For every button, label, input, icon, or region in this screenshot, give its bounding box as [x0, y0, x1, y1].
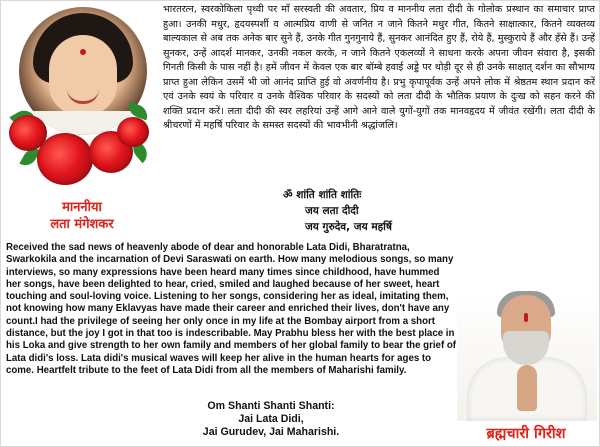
english-shanti-block: [151, 400, 391, 439]
portrait-caption: [7, 199, 157, 233]
english-jai-lata-line: Jai Lata Didi,: [238, 413, 304, 425]
bindi-icon: [80, 49, 86, 55]
hindi-shanti-line: ॐ शांति शांति शांतिः: [283, 189, 362, 201]
hindi-shanti-block: [283, 187, 483, 235]
english-shanti-line: Om Shanti Shanti Shanti:: [207, 400, 335, 412]
folded-hands-icon: [517, 365, 537, 411]
hindi-tribute-paragraph: भारतरत्न, स्वरकोकिला पृथ्वी पर माँ सरस्वती की अवतार, प्रिय व माननीय लता दीदी के गोलोक प्रस्थान का समाचार प्राप्त हुआ। उनकी मधुर, हृदयस्पर्शी व आत्मप्रिय वाणी से जनित न जाने कितने मधुर गीत, कितने साक्षात्कार, कितने व्यक्तव्य बाल्यकाल से अब तक अनेक बार सुने हैं, उनके गीत गुनगुनाये हैं, सुनकर आनंदित हुए हैं, रोये हैं, मुस्कुराये हैं और हँसे हैं। उन्हें सुनकर, उन्हें आदर्श मानकर, उनकी नकल करके, न जाने कितने एकलव्यों ने साधना करके अपना जीवन संवारा है, इसकी गिनती किसी के पास नहीं है। हमें जीवन में केवल एक बार बॉम्बे हवाई अड्डे पर थोड़ी दूर से ही उनके साक्षात् दर्शन का सौभाग्य प्राप्त हुआ लेकिन उसमें भी जो आनंद प्राप्ति हुई वो अवर्णनीय है। प्रभु कृपापूर्वक उन्हें अपने लोक में श्रेष्ठतम स्थान प्रदान करें एवं उनके स्वयं के परिवार व उनके वैश्विक परिवार के सदस्यों को लता दीदी के भौतिक प्रयाण के दुःख को सहन करने की शक्ति प्रदान करें। लता दीदी की स्वर लहरियां उन्हें आगे आने वाले युगों-युगों तक मानवहृदय में जीवंत रखेंगी। लता दीदी के श्रीचरणों में महर्षि परिवार के समस्त सदस्यों की भावभीनी श्रद्धांजलि।: [163, 4, 595, 131]
hindi-jai-gurudev-line: जय गुरुदेव, जय महर्षि: [305, 221, 392, 233]
tilak-icon: [524, 313, 528, 322]
english-tribute-paragraph: Received the sad news of heavenly abode of dear and honorable Lata Didi, Bharatratna, Swarkokila and the incarnation of Devi Saraswati on earth. How many melodious songs, so many interviews, so many expressions have been heard many times since childhood, have hummed her songs, have been delighted to hear, cried, smiled and laughed because of her sweet, heart touching and soul-loving voice. Listening to her songs, considering her as ideal, imitating them, not knowing how many Eklavyas have made their career and enriched their lives, don't have any count.I had the privilege of seeing her only once in my life at the Bombay airport from a short distance, but the joy I got in that too is indescribable. May Prabhu bless her with the best place in his Loka and give strength to her own family and members of her global family to bear the grief of Lata didi's loss. Lata didi's musical waves will keep her alive in the human hearts for ages to come. Heartfelt tribute to the feet of Lata Didi from all the members of Maharishi family.: [6, 242, 457, 376]
roses-decoration: [9, 97, 159, 187]
hindi-jai-lata-line: जय लता दीदी: [305, 205, 359, 217]
rose-icon: [37, 133, 93, 185]
guru-caption: ब्रह्मचारी गिरीश: [486, 426, 566, 442]
portrait-caption-line1: माननीया: [62, 200, 102, 215]
lata-portrait: [9, 7, 159, 203]
english-jai-gurudev-line: Jai Gurudev, Jai Maharishi.: [202, 426, 340, 438]
rose-icon: [117, 117, 149, 147]
guru-portrait: [457, 291, 597, 421]
portrait-caption-line2: लता मंगेशकर: [50, 217, 114, 232]
